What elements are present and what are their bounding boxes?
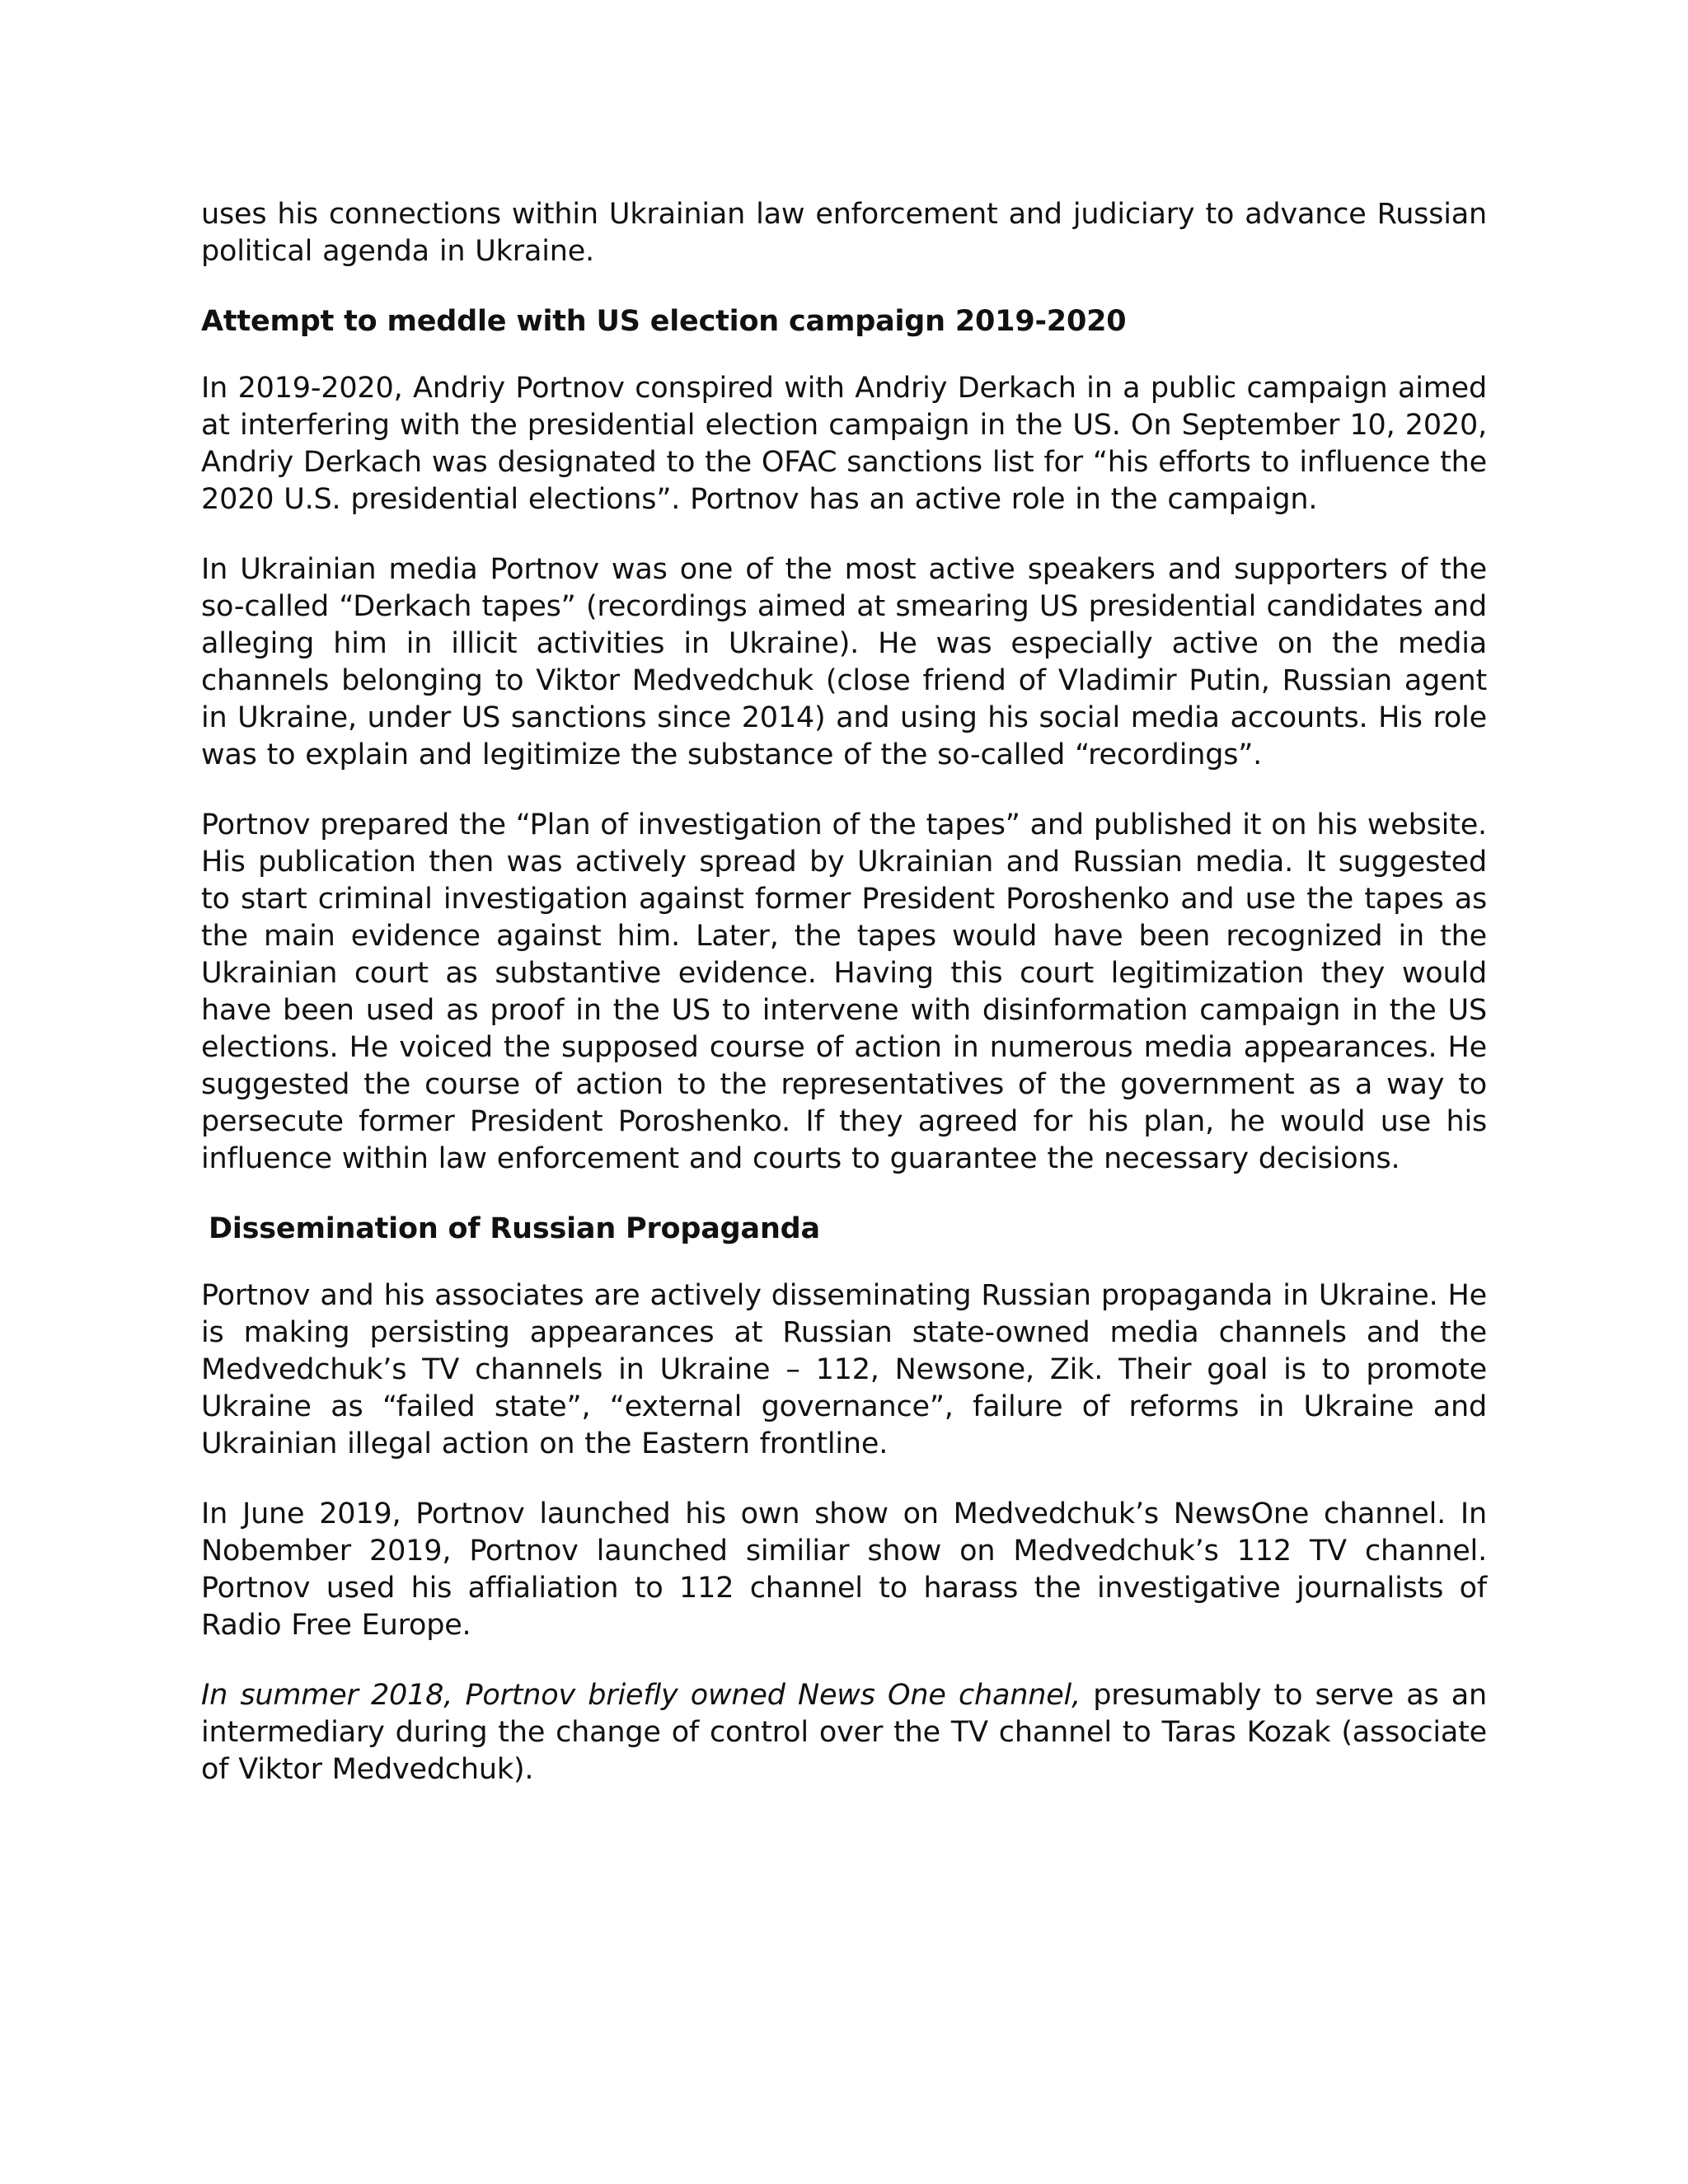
- paragraph-election-2: In Ukrainian media Portnov was one of the most active speakers and supporters of the so-called “Derkach tapes” (recordings aimed at smearing US presidential candidates and alleging him in illicit activities in Ukraine). He was especially active on the media channels belonging to Viktor Medvedchuk (close friend of Vladimir Putin, Russian agent in Ukraine, under US sanctions since 2014) and using his social media accounts. His role was to explain and legitimize the substance of the so-called “recordings”.: [201, 553, 1487, 771]
- paragraph-election-1: In 2019-2020, Andriy Portnov conspired with Andriy Derkach in a public campaign aimed at interfering with the presidential election campaign in the US. On September 10, 2020, Andriy Derkach was designated to the OFAC sanctions list for “his efforts to influence the 2020 U.S. presidential elections”. Portnov has an active role in the campaign.: [201, 372, 1487, 516]
- paragraph-propaganda-3: [201, 1677, 1487, 1788]
- paragraph-election-3: Portnov prepared the “Plan of investigation of the tapes” and published it on his website. His publication then was actively spread by Ukrainian and Russian media. It suggested to start criminal investigation against former President Poroshenko and use the tapes as the main evidence against him. Later, the tapes would have been recognized in the Ukrainian court as substantive evidence. Having this court legitimization they would have been used as proof in the US to intervene with disinformation campaign in the US elections. He voiced the supposed course of action in numerous media appearances. He suggested the course of action to the representatives of the government as a way to persecute former President Poroshenko. If they agreed for his plan, he would use his influence within law enforcement and courts to guarantee the necessary decisions.: [201, 808, 1487, 1175]
- heading-russian-propaganda: Dissemination of Russian Propaganda: [209, 1212, 820, 1245]
- paragraph-intro: uses his connections within Ukrainian law enforcement and judiciary to advance Russian political agenda in Ukraine.: [201, 198, 1487, 268]
- paragraph-propaganda-1: Portnov and his associates are actively disseminating Russian propaganda in Ukraine. He is making persisting appearances at Russian state-owned media channels and the Medvedchuk’s TV channels in Ukraine – 112, Newsone, Zik. Their goal is to promote Ukraine as “failed state”, “external governance”, failure of reforms in Ukraine and Ukrainian illegal action on the Eastern frontline.: [201, 1279, 1487, 1460]
- heading-election-meddling: Attempt to meddle with US election campaign 2019-2020: [201, 305, 1127, 338]
- paragraph-propaganda-2: In June 2019, Portnov launched his own show on Medvedchuk’s NewsOne channel. In Nobember 2019, Portnov launched similiar show on Medvedchuk’s 112 TV channel. Portnov used his affialiation to 112 channel to harass the investigative journalists of Radio Free Europe.: [201, 1497, 1487, 1642]
- document-body: [201, 196, 1487, 1788]
- paragraph-propaganda-3-italic: In summer 2018, Portnov briefly owned News One channel,: [201, 1679, 1081, 1712]
- paragraph-propaganda-3-rest: presumably to serve as an intermediary during the change of control over the TV channel to Taras Kozak (associate of Viktor Medvedchuk).: [201, 1679, 1488, 1786]
